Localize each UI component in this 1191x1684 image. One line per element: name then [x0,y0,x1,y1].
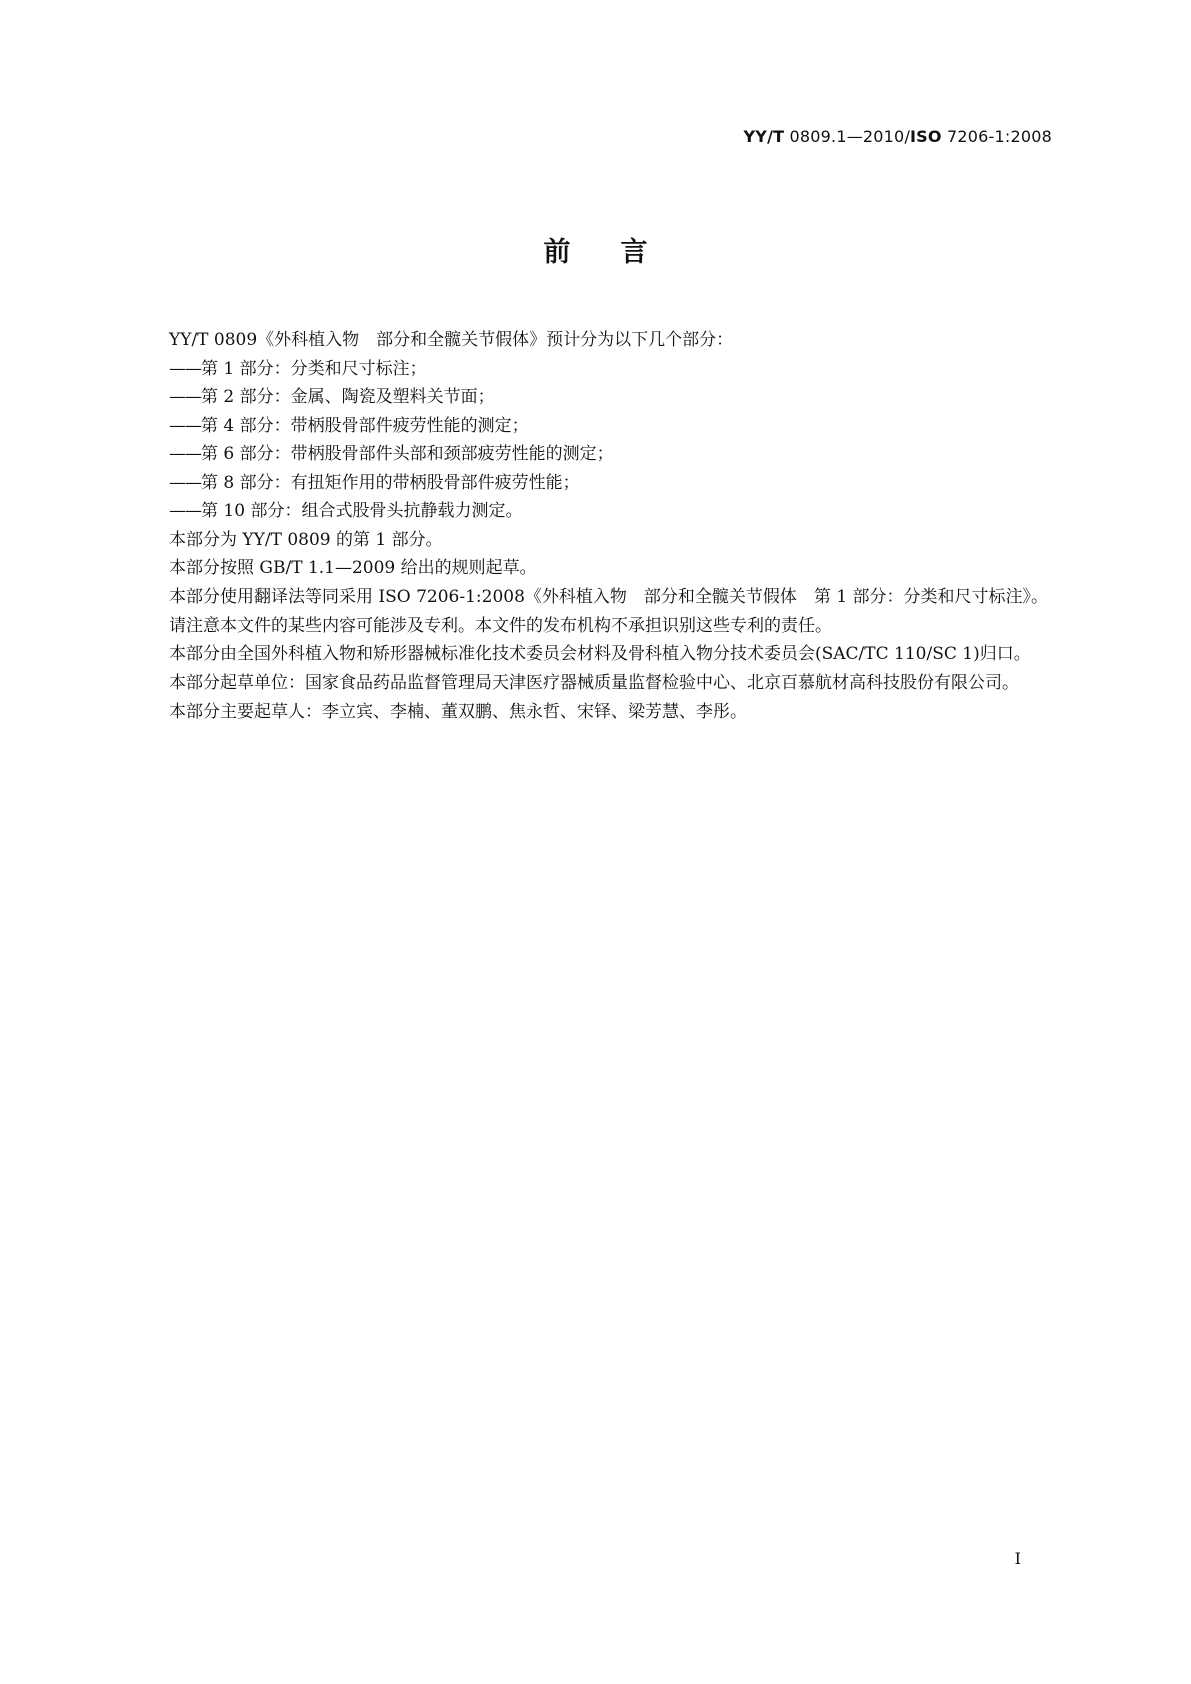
list-item-text: 第 10 部分：组合式股骨头抗静载力测定。 [201,501,523,521]
paragraph: 本部分按照 GB/T 1.1—2009 给出的规则起草。 [169,558,537,578]
paragraph: 请注意本文件的某些内容可能涉及专利。本文件的发布机构不承担识别这些专利的责任。 [169,615,832,636]
list-item [135,440,1057,469]
standard-code-iso: ISO [910,127,942,146]
dash-marker: —— [169,358,201,379]
list-item-text: 第 8 部分：有扭矩作用的带柄股骨部件疲劳性能； [201,472,580,493]
standard-code-mid: 0809.1—2010/ [784,127,911,146]
list-item [135,383,1057,412]
intro-paragraph: YY/T 0809《外科植入物 部分和全髋关节假体》预计分为以下几个部分： [169,330,734,350]
standard-code-suffix: 7206-1:2008 [941,127,1052,146]
standard-code [744,127,1052,146]
paragraph: 本部分主要起草人：李立宾、李楠、董双鹏、焦永哲、宋铎、梁芳慧、李彤。 [169,702,747,722]
dash-marker: —— [169,415,201,436]
list-item-text: 第 4 部分：带柄股骨部件疲劳性能的测定； [201,415,529,436]
list-item [135,355,1057,384]
paragraph: 本部分为 YY/T 0809 的第 1 部分。 [169,529,443,550]
standard-code-prefix: YY/T [743,127,785,146]
list-item [135,412,1057,441]
paragraph: 本部分起草单位：国家食品药品监督管理局天津医疗器械质量监督检验中心、北京百慕航材高科技股份有限公司。 [169,673,1019,693]
page-number: I [1014,1549,1021,1568]
dash-marker: —— [169,387,201,407]
list-item-text: 第 2 部分：金属、陶瓷及塑料关节面； [201,387,495,407]
page-title: 前言 [543,237,698,268]
paragraph: 本部分由全国外科植入物和矫形器械标准化技术委员会材料及骨科植入物分技术委员会(SAC/TC 110/SC 1)归口。 [169,644,1031,664]
list-item-text: 第 6 部分：带柄股骨部件头部和颈部疲劳性能的测定； [201,444,614,464]
paragraph: 本部分使用翻译法等同采用 ISO 7206-1:2008《外科植入物 部分和全髋关节假体 第 1 部分：分类和尺寸标注》。 [169,586,1049,607]
dash-marker: —— [169,501,201,521]
list-item-text: 第 1 部分：分类和尺寸标注； [201,358,427,379]
foreword-body [135,326,1057,727]
dash-marker: —— [169,444,201,464]
dash-marker: —— [169,472,201,493]
list-item [135,469,1057,498]
list-item [135,497,1057,526]
